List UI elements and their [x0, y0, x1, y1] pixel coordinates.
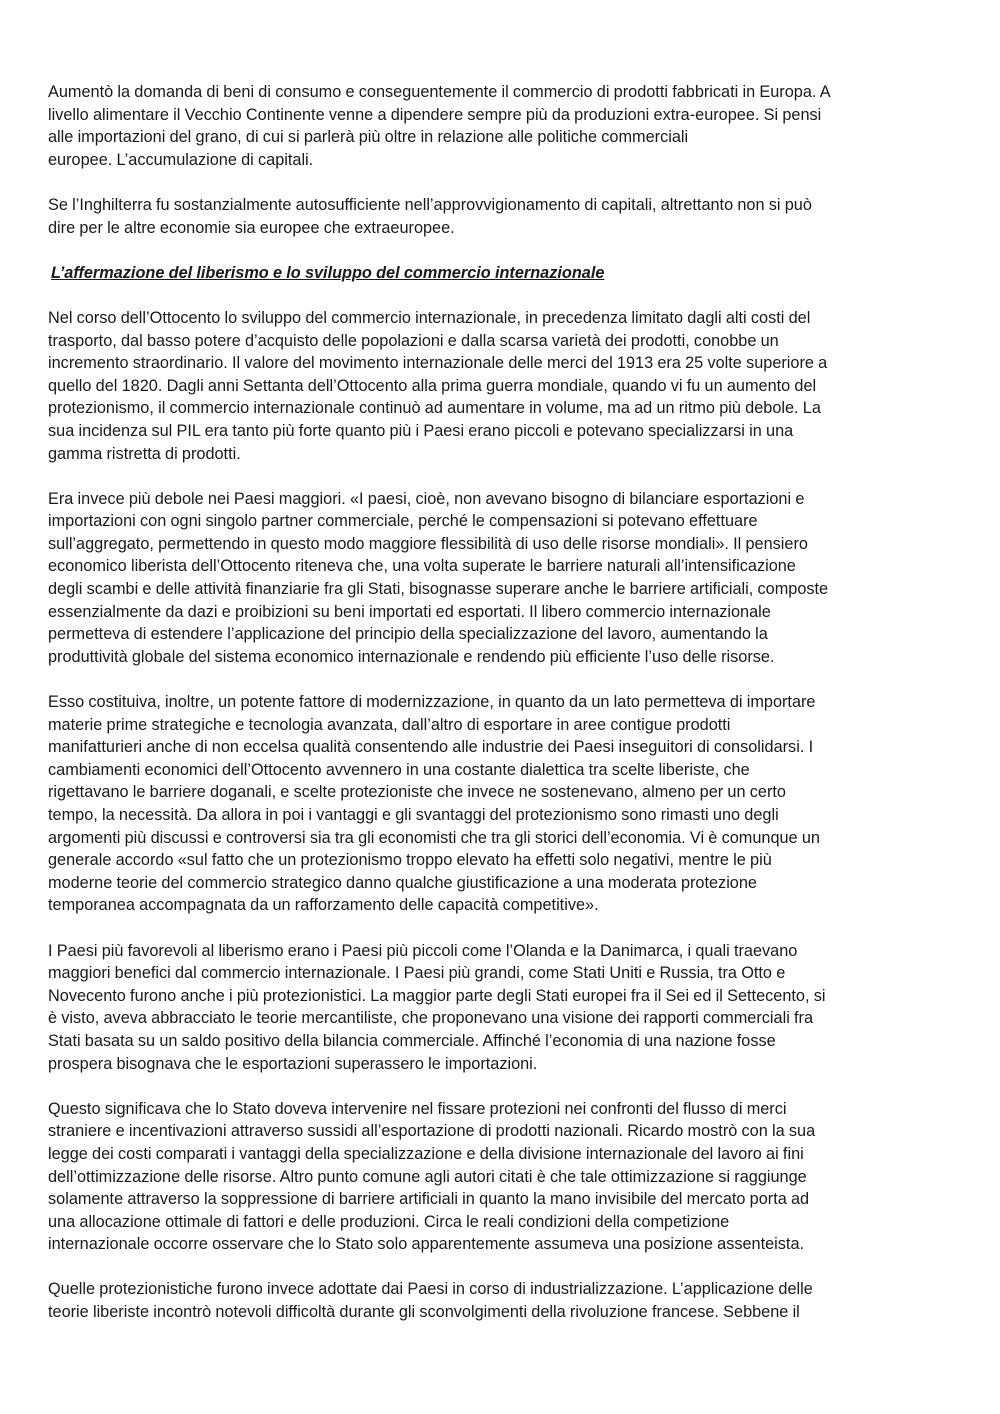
text-line: dire per le altre economie sia europee che extraeuropee. — [48, 218, 455, 237]
text-line: argomenti più discussi e controversi sia tra gli economisti che tra gli storici dell’economia. Vi è comunque un — [48, 828, 820, 847]
paragraph — [48, 1098, 918, 1256]
text-line: permetteva di estendere l’applicazione del principio della specializzazione del lavoro, aumentando la — [48, 625, 768, 644]
paragraph — [48, 1278, 918, 1323]
text-line: manifatturieri anche di non eccelsa qualità consentendo alle industrie dei Paesi inseguitori di consolidarsi. I — [48, 738, 814, 757]
text-line: alle importazioni del grano, di cui si parlerà più oltre in relazione alle politiche commerciali — [48, 128, 689, 147]
document-page — [48, 81, 918, 1346]
text-line: Quelle protezionistiche furono invece adottate dai Paesi in corso di industrializzazione. L’applicazione delle — [48, 1280, 813, 1299]
section-heading: L’affermazione del liberismo e lo sviluppo del commercio internazionale — [51, 263, 605, 282]
text-line: quello del 1820. Dagli anni Settanta dell’Ottocento alla prima guerra mondiale, quando vi fu un aumento del — [48, 376, 817, 395]
text-line: incremento straordinario. Il valore del movimento internazionale delle merci del 1913 era 25 volte superiore a — [48, 354, 828, 373]
text-line: degli scambi e delle attività finanziarie fra gli Stati, bisognasse superare anche le barriere artificiali, composte — [48, 580, 829, 599]
text-line: I Paesi più favorevoli al liberismo erano i Paesi più piccoli come l’Olanda e la Danimarca, i quali traevano — [48, 941, 798, 960]
paragraph — [48, 691, 918, 917]
text-line: livello alimentare il Vecchio Continente venne a dipendere sempre più da produzioni extra-europee. Si pensi — [48, 105, 822, 124]
paragraph — [48, 194, 918, 239]
text-line: protezionismo, il commercio internazionale continuò ad aumentare in volume, ma ad un ritmo più debole. La — [48, 399, 821, 418]
text-line: Se l’Inghilterra fu sostanzialmente autosufficiente nell’approvvigionamento di capitali, altrettanto non si può — [48, 195, 812, 214]
text-line: internazionale occorre osservare che lo Stato solo apparentemente assumeva una posizione assenteista. — [48, 1235, 805, 1254]
text-line: generale accordo «sul fatto che un protezionismo troppo elevato ha effetti solo negativi, mentre le più — [48, 851, 772, 870]
text-line: Esso costituiva, inoltre, un potente fattore di modernizzazione, in quanto da un lato permetteva di importare — [48, 693, 816, 712]
text-line: economico liberista dell’Ottocento riteneva che, una volta superate le barriere naturali all’intensificazione — [48, 557, 796, 576]
text-line: trasporto, dal basso potere d’acquisto delle popolazioni e dalla scarsa varietà dei prodotti, conobbe un — [48, 331, 779, 350]
text-line: legge dei costi comparati i vantaggi della specializzazione e della divisione internazionale del lavoro ai fini — [48, 1144, 804, 1163]
text-line: europee. L’accumulazione di capitali. — [48, 150, 314, 169]
text-line: Questo significava che lo Stato doveva intervenire nel fissare protezioni nei confronti del flusso di merci — [48, 1099, 787, 1118]
text-line: essenzialmente da dazi e proibizioni su beni importati ed esportati. Il libero commercio internazionale — [48, 602, 771, 621]
text-line: prospera bisognava che le esportazioni superassero le importazioni. — [48, 1054, 538, 1073]
text-line: maggiori benefici dal commercio internazionale. I Paesi più grandi, come Stati Uniti e Russia, tra Otto e — [48, 964, 786, 983]
text-line: straniere e incentivazioni attraverso sussidi all’esportazione di prodotti nazionali. Ricardo mostrò con la sua — [48, 1122, 816, 1141]
text-line: Novecento furono anche i più protezionistici. La maggior parte degli Stati europei fra il Sei ed il Settecento, si — [48, 986, 826, 1005]
text-line: cambiamenti economici dell’Ottocento avvennero in una costante dialettica tra scelte liberiste, che — [48, 760, 750, 779]
text-line: tempo, la necessità. Da allora in poi i vantaggi e gli svantaggi del protezionismo sono rimasti uno degli — [48, 806, 779, 824]
paragraph — [48, 307, 918, 465]
text-line: moderne teorie del commercio strategico danno qualche giustificazione a una moderata protezione — [48, 873, 757, 892]
paragraph — [48, 940, 918, 1076]
text-line: dell’ottimizzazione delle risorse. Altro punto comune agli autori citati è che tale ottimizzazione si raggiunge — [48, 1167, 807, 1186]
text-line: Stati basata su un saldo positivo della bilancia commerciale. Affinché l’economia di una nazione fosse — [48, 1031, 776, 1050]
text-line: rigettavano le barriere doganali, e scelte protezioniste che invece ne sostenevano, almeno per un certo — [48, 783, 786, 802]
text-line: Aumentò la domanda di beni di consumo e conseguentemente il commercio di prodotti fabbricati in Europa. A — [48, 83, 831, 101]
text-line: solamente attraverso la soppressione di barriere artificiali in quanto la mano invisibile del mercato porta ad — [48, 1190, 810, 1209]
text-line: sull’aggregato, permettendo in questo modo maggiore flessibilità di uso delle risorse mondiali». Il pensiero — [48, 534, 808, 553]
text-line: temporanea accompagnata da un rafforzamento delle capacità competitive». — [48, 896, 599, 915]
text-line: Era invece più debole nei Paesi maggiori. «I paesi, cioè, non avevano bisogno di bilanciare esportazioni e — [48, 489, 805, 508]
text-line: produttività globale del sistema economico internazionale e rendendo più efficiente l’uso delle risorse. — [48, 647, 775, 666]
text-line: importazioni con ogni singolo partner commerciale, perché le compensazioni si potevano effettuare — [48, 512, 758, 531]
text-line: una allocazione ottimale di fattori e delle produzioni. Circa le reali condizioni della competizione — [48, 1212, 730, 1231]
text-line: materie prime strategiche e tecnologia avanzata, dall’altro di esportare in aree contigue prodotti — [48, 715, 731, 734]
paragraph — [48, 81, 918, 171]
text-line: gamma ristretta di prodotti. — [48, 444, 241, 463]
text-line: teorie liberiste incontrò notevoli difficoltà durante gli sconvolgimenti della rivoluzione francese. Sebbene il — [48, 1303, 800, 1322]
text-line: sua incidenza sul PIL era tanto più forte quanto più i Paesi erano piccoli e potevano specializzarsi in una — [48, 421, 794, 440]
paragraph — [48, 488, 918, 669]
text-line: Nel corso dell’Ottocento lo sviluppo del commercio internazionale, in precedenza limitato dagli alti costi del — [48, 308, 811, 327]
text-line: è visto, aveva abbracciato le teorie mercantiliste, che proponevano una visione dei rapporti commerciali fra — [48, 1009, 814, 1028]
